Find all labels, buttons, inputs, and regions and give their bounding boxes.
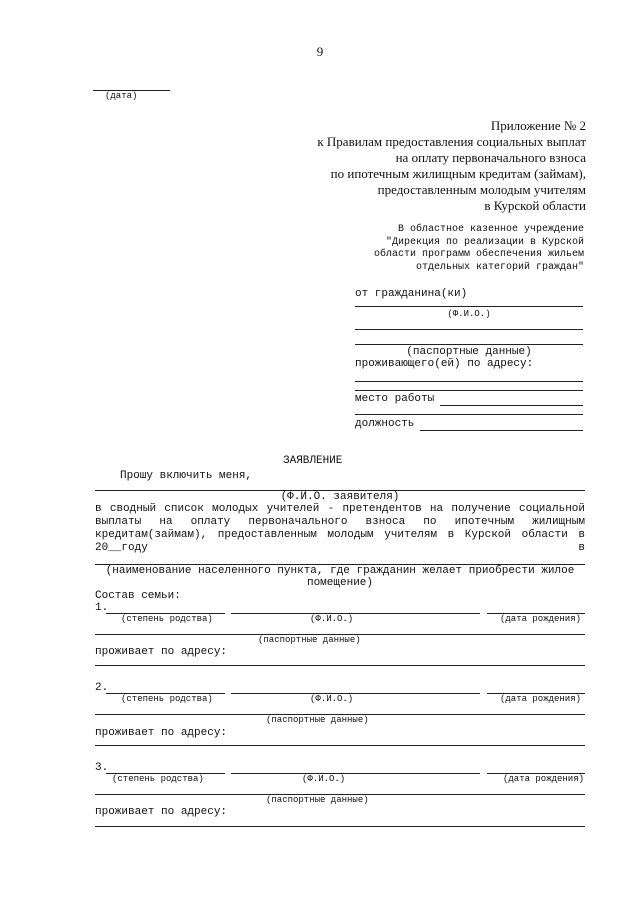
addressee-line: "Дирекция по реализации в Курской: [385, 236, 584, 248]
relation-caption: (степень родства): [112, 774, 204, 784]
member-passport-caption: (паспортные данные): [258, 635, 361, 645]
settlement-caption: помещение): [306, 577, 373, 589]
fio-caption: (Ф.И.О.): [447, 309, 491, 319]
passport-field-line[interactable]: [355, 344, 583, 345]
member-address-field-line[interactable]: [95, 665, 585, 666]
relation-caption: (степень родства): [121, 694, 213, 704]
statement-body-line: в сводный список молодых учителей - претендентов на получение социальной: [95, 503, 585, 515]
appendix-block: [250, 118, 586, 214]
dob-caption: (дата рождения): [503, 774, 585, 784]
appendix-line: к Правилам предоставления социальных выплат: [317, 134, 586, 149]
workplace-label: место работы: [355, 393, 435, 405]
passport-caption: (паспортные данные): [406, 346, 532, 358]
member-address-label: проживает по адресу:: [95, 646, 228, 658]
position-label: должность: [355, 418, 415, 430]
member-fio-caption: (Ф.И.О.): [310, 614, 354, 624]
workplace-field-line[interactable]: [440, 405, 583, 406]
member-address-field-line[interactable]: [95, 745, 585, 746]
dob-caption: (дата рождения): [500, 614, 582, 624]
member-fio-field-line[interactable]: [231, 693, 480, 694]
relation-caption: (степень родства): [121, 614, 213, 624]
dob-caption: (дата рождения): [500, 694, 582, 704]
year-text: 20__году: [95, 542, 148, 554]
fio-field-line[interactable]: [355, 306, 583, 307]
request-line: Прошу включить меня,: [120, 470, 253, 482]
member-fio-caption: (Ф.И.О.): [310, 694, 354, 704]
member-number: 2.: [95, 682, 109, 694]
page-number: 9: [316, 44, 324, 59]
appendix-title: Приложение № 2: [490, 118, 586, 133]
statement-body-line: выплаты на оплату первоначального взноса по ипотечным жилищным: [95, 516, 585, 528]
member-fio-caption: (Ф.И.О.): [302, 774, 346, 784]
family-title: Состав семьи:: [95, 590, 181, 602]
addressee-line: области программ обеспечения жильем: [373, 249, 584, 260]
workplace-field-line[interactable]: [355, 414, 583, 415]
member-passport-caption: (паспортные данные): [266, 715, 369, 725]
member-number: 3.: [95, 762, 109, 774]
appendix-line: в Курской области: [484, 198, 586, 213]
address-field-line[interactable]: [355, 381, 583, 382]
member-number: 1.: [95, 602, 109, 614]
statement-title: ЗАЯВЛЕНИЕ: [283, 455, 343, 467]
addressee-line: отдельных категорий граждан": [415, 261, 584, 273]
passport-field-line[interactable]: [355, 329, 583, 330]
position-field-line[interactable]: [420, 430, 583, 431]
address-field-line[interactable]: [355, 390, 583, 391]
year-suffix: в: [578, 542, 585, 554]
from-label: от гражданина(ки): [355, 288, 468, 300]
appendix-line: предоставленным молодым учителям: [377, 182, 586, 197]
settlement-caption: (наименование населенного пункта, где гражданин желает приобрести жилое: [105, 565, 575, 577]
appendix-line: по ипотечным жилищным кредитам (займам),: [330, 166, 586, 181]
appendix-line: на оплату первоначального взноса: [395, 150, 586, 165]
member-fio-field-line[interactable]: [231, 613, 480, 614]
member-passport-caption: (паспортные данные): [266, 795, 369, 805]
date-caption: (дата): [105, 91, 138, 101]
member-address-label: проживает по адресу:: [95, 727, 228, 739]
addressee-block: [330, 224, 584, 274]
addressee-line: В областное казенное учреждение: [397, 224, 584, 235]
member-fio-field-line[interactable]: [231, 773, 480, 774]
applicant-caption: (Ф.И.О. заявителя): [280, 491, 400, 503]
member-address-field-line[interactable]: [95, 826, 585, 827]
statement-body: [95, 503, 585, 542]
address-label: проживающего(ей) по адресу:: [355, 358, 534, 370]
member-address-label: проживает по адресу:: [95, 806, 228, 818]
statement-body-line: кредитам(займам), предоставленным молодым учителям в Курской области в: [95, 529, 585, 541]
